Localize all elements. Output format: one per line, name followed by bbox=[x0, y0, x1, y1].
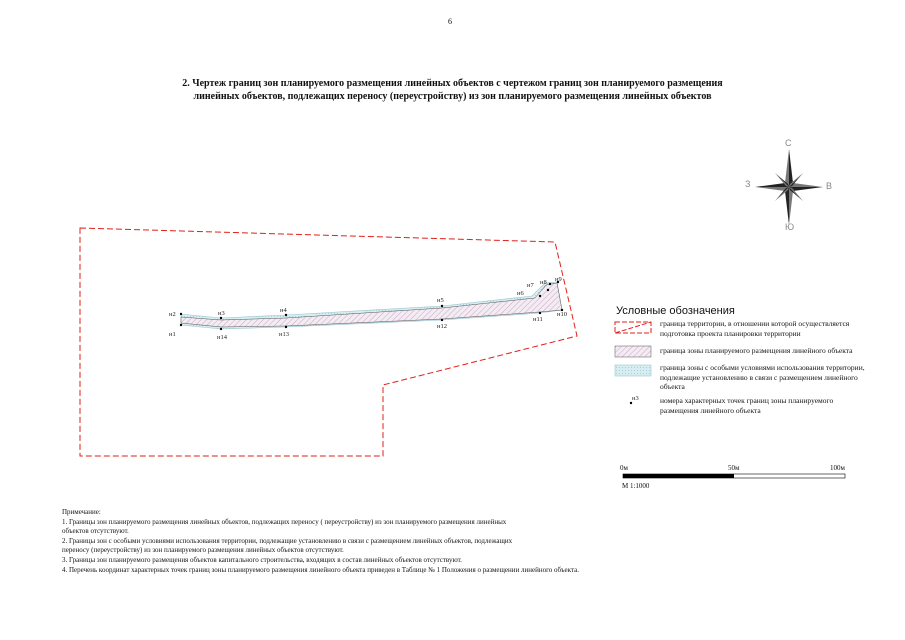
legend-text: граница зоны с особыми условиями использования территории, подлежащие установлению в связи с размещением линейного объекта bbox=[660, 363, 865, 391]
compass-south-label: Ю bbox=[785, 222, 795, 232]
svg-text:н5: н5 bbox=[437, 297, 444, 304]
svg-text:н14: н14 bbox=[217, 334, 227, 341]
legend-text: граница территории, в отношении которой осуществляется подготовка проекта планировки территории bbox=[660, 319, 850, 338]
scale-bar bbox=[623, 474, 845, 478]
note-line: переносу (переустройству) из зон планируемого размещения линейных объектов отсутствуют. bbox=[62, 546, 344, 555]
scale-label-100: 100м bbox=[830, 464, 845, 472]
note-line: 2. Границы зон с особыми условиями использования территории, подлежащие установлению в связи с размещением линейных объектов, подлежащих bbox=[62, 536, 513, 545]
svg-text:н3: н3 bbox=[218, 310, 225, 317]
notes-block bbox=[62, 508, 579, 575]
note-line: 4. Перечень координат характерных точек границ зоны планируемого размещения линейного объекта приведен в Таблице № 1 Положения о размещении линейного объекта. bbox=[62, 565, 579, 574]
planned-zone-area bbox=[181, 283, 562, 327]
point-n2 bbox=[169, 311, 182, 318]
point-n1 bbox=[169, 324, 182, 338]
legend-swatches bbox=[615, 322, 651, 404]
notes-heading: Примечание: bbox=[62, 508, 101, 516]
legend-title: Условные обозначения bbox=[616, 305, 735, 317]
note-line: объектов отсутствуют. bbox=[62, 527, 129, 536]
legend-swatch-special-zone bbox=[615, 365, 651, 376]
compass-west-label: З bbox=[745, 179, 751, 189]
svg-text:н12: н12 bbox=[437, 323, 447, 330]
compass-east-label: В bbox=[826, 181, 833, 191]
compass-rose-icon bbox=[755, 149, 823, 225]
compass-north-label: С bbox=[785, 138, 792, 148]
point-n13 bbox=[279, 326, 289, 338]
legend-swatch-point bbox=[630, 402, 632, 404]
note-line: 3. Границы зон планируемого размещения объектов капитального строительства, входящих в состав линейных объектов отсутствуют. bbox=[62, 555, 462, 564]
svg-text:н1: н1 bbox=[169, 331, 176, 338]
legend-text: граница зоны планируемого размещения линейного объекта bbox=[660, 346, 853, 355]
point-n10 bbox=[557, 309, 567, 318]
svg-text:н11: н11 bbox=[533, 316, 543, 323]
svg-text:н7: н7 bbox=[527, 282, 534, 289]
svg-text:н2: н2 bbox=[169, 311, 176, 318]
point-n9 bbox=[555, 276, 562, 283]
point-n12 bbox=[437, 319, 447, 330]
legend-swatch-planned-zone bbox=[615, 346, 651, 357]
point-n5 bbox=[437, 297, 444, 307]
svg-text:н10: н10 bbox=[557, 311, 567, 318]
page-number: 6 bbox=[448, 17, 452, 26]
note-line: 1. Границы зон планируемого размещения линейных объектов, подлежащих переносу ( переустройству) из зон планируемого размещения линейных bbox=[62, 517, 507, 526]
territory-boundary bbox=[80, 228, 577, 456]
svg-text:н6: н6 bbox=[517, 290, 524, 297]
svg-text:н4: н4 bbox=[280, 307, 287, 314]
scale-ratio: М 1:1000 bbox=[622, 482, 650, 490]
point-n14 bbox=[217, 328, 228, 341]
svg-text:н13: н13 bbox=[279, 331, 289, 338]
scale-label-50: 50м bbox=[728, 464, 740, 472]
scale-label-0: 0м bbox=[620, 464, 628, 472]
legend-point-sample: н3 bbox=[632, 395, 639, 402]
title-line-2: линейных объектов, подлежащих переносу (переустройству) из зон планируемого размещения линейных объектов bbox=[193, 91, 712, 102]
title-line-1: 2. Чертеж границ зон планируемого размещения линейных объектов с чертежом границ зон планируемого размещения bbox=[182, 78, 723, 89]
legend-text: номера характерных точек границ зоны планируемого размещения линейного объекта bbox=[660, 396, 834, 415]
svg-text:н8: н8 bbox=[540, 279, 547, 286]
svg-text:н9: н9 bbox=[555, 276, 562, 283]
